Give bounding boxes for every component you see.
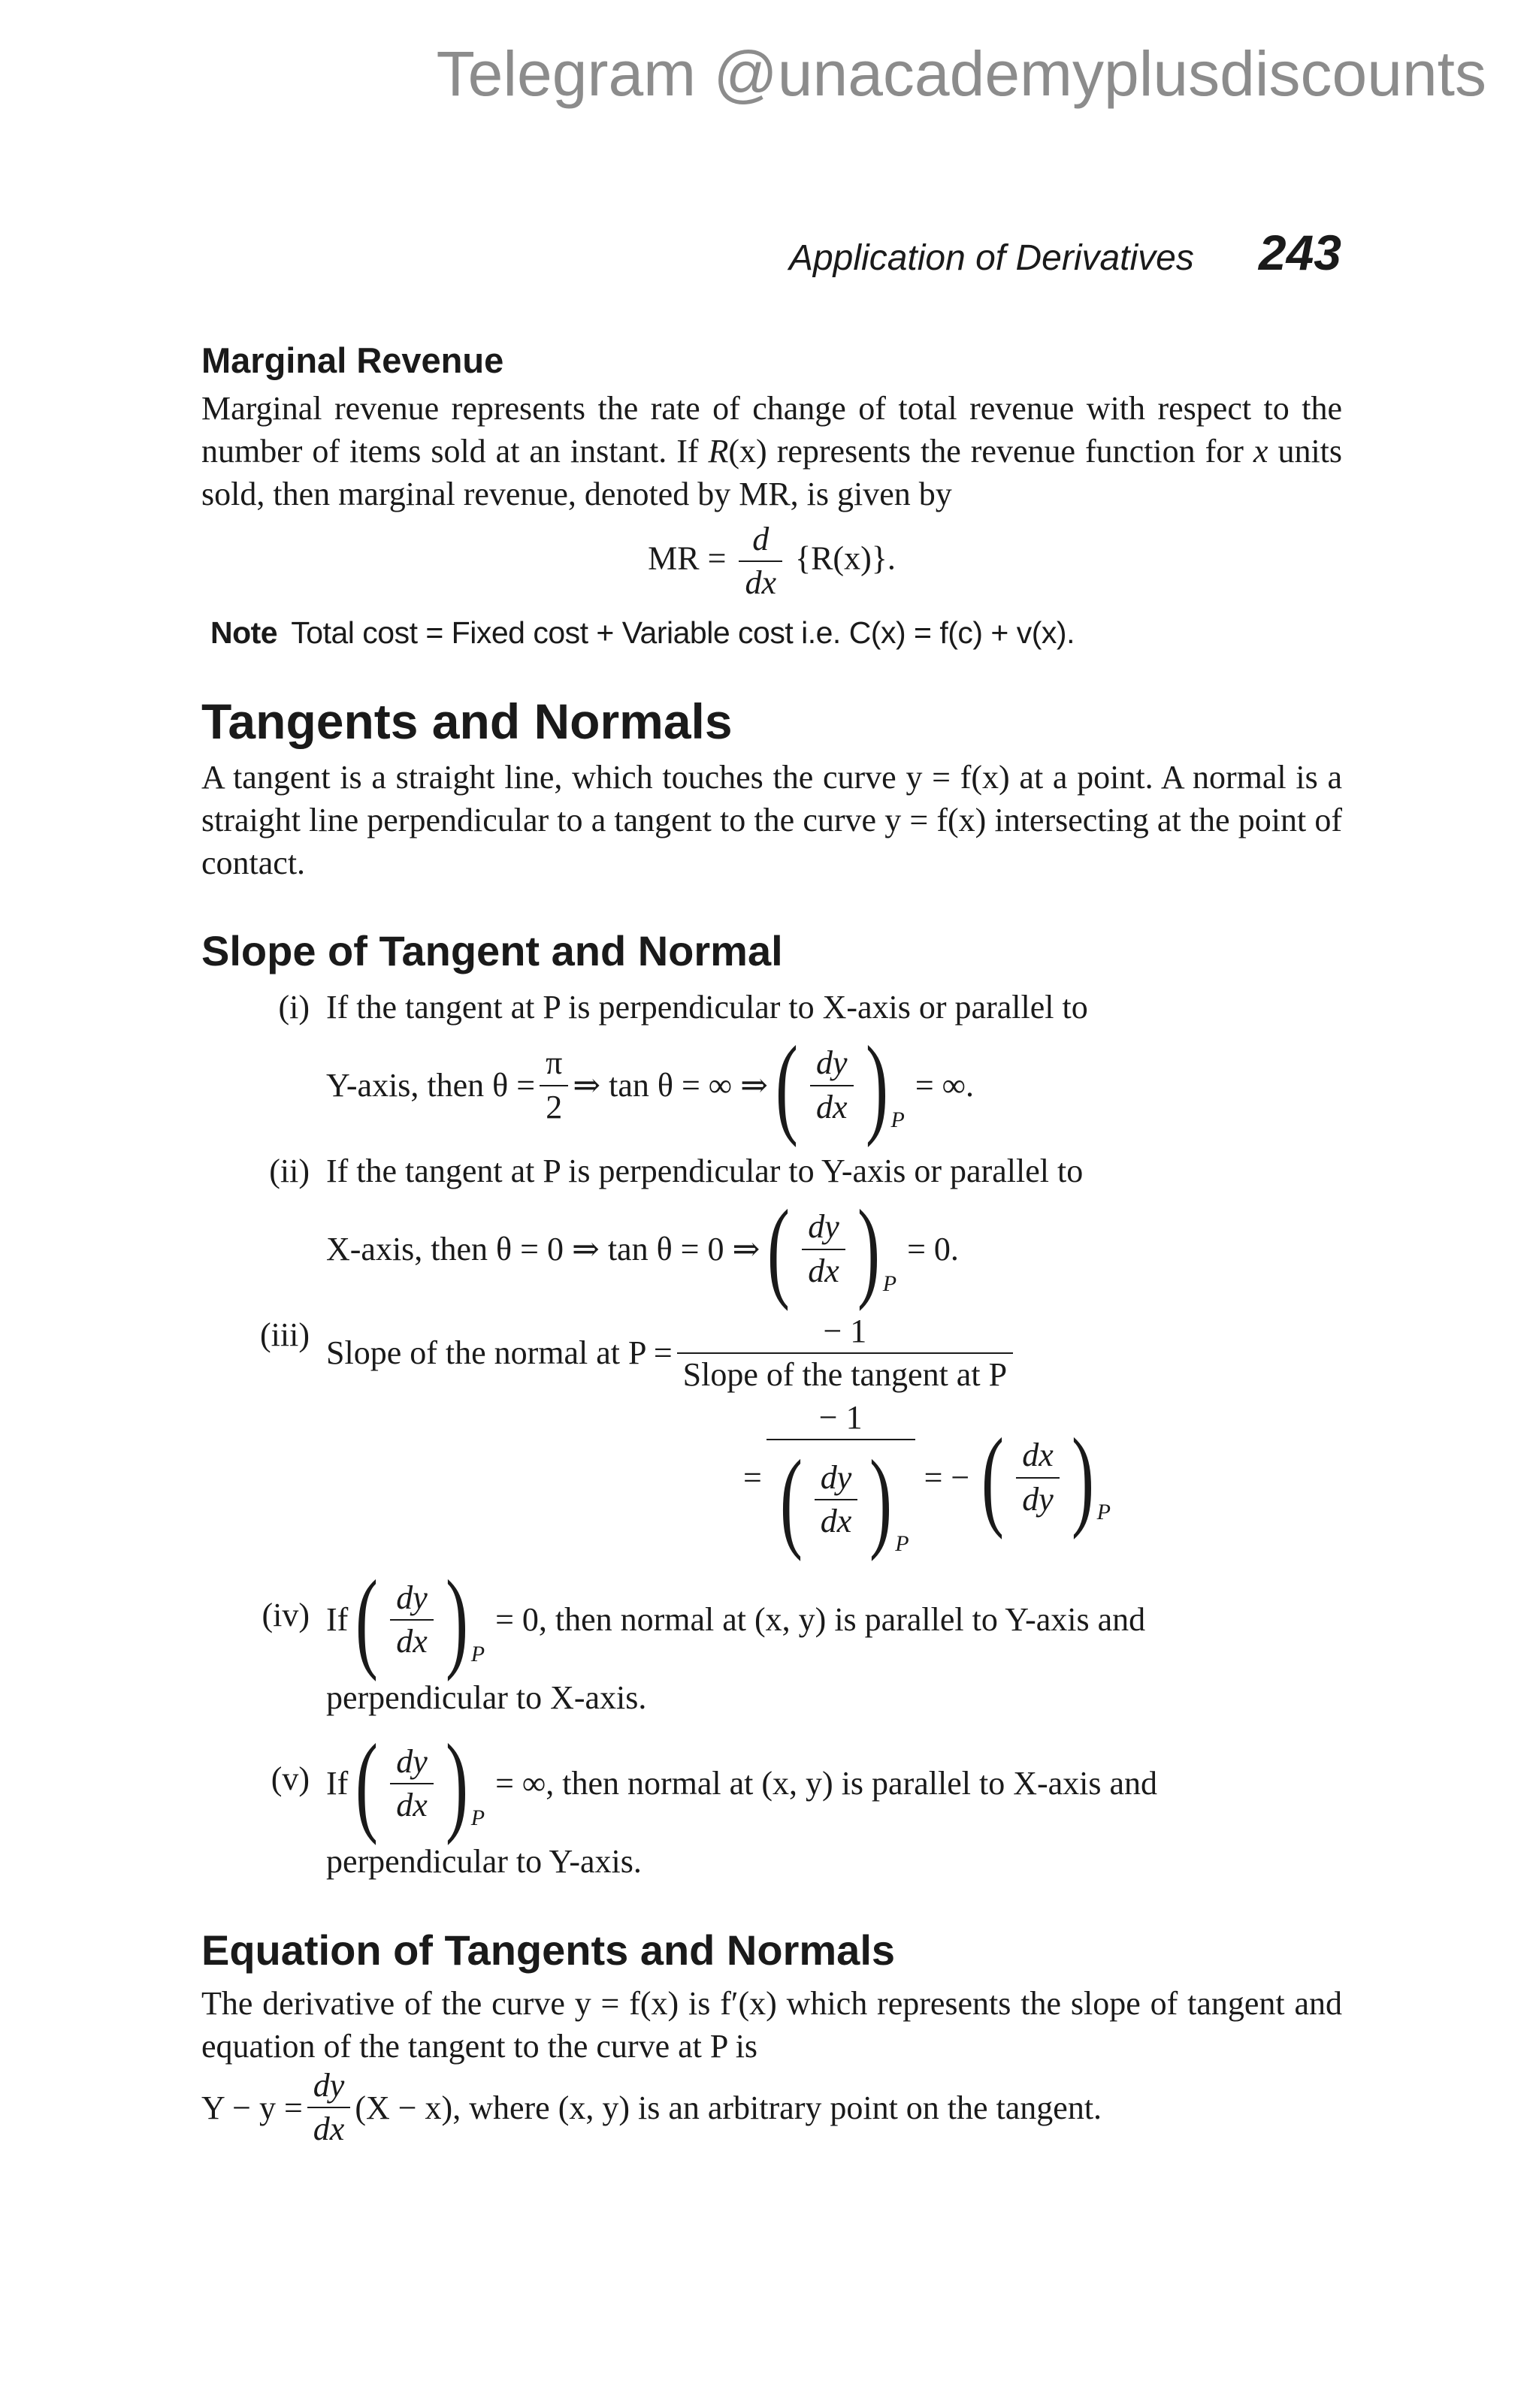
mr-symbol-x: x [1253, 433, 1268, 470]
item-3-text: Slope of the normal at P = [326, 1334, 673, 1372]
frac-num: dy [816, 1044, 848, 1082]
frac-num: − 1 [818, 1398, 863, 1436]
item-2-text-a: X-axis, then θ = 0 ⇒ tan θ = 0 ⇒ [326, 1230, 760, 1267]
frac-den: dx [390, 1783, 434, 1823]
eq-rhs: (X − x), where (x, y) is an arbitrary point on the tangent. [355, 2089, 1102, 2126]
item-1-line-1: If the tangent at P is perpendicular to X-axis or parallel to [326, 988, 1088, 1026]
subscript-p: P [890, 1107, 905, 1132]
item-marker: (v) [271, 1760, 310, 1797]
item-1-text-b: ⇒ tan θ = ∞ ⇒ [573, 1066, 769, 1104]
heading-equation: Equation of Tangents and Normals [201, 1926, 896, 1974]
item-4-line-1 [326, 1557, 1342, 1682]
item-5-if: If [326, 1764, 349, 1802]
dy-dx-at-p: ( $\frac{dy}{dx}$ ) P [355, 1721, 485, 1846]
subscript-p: P [882, 1270, 897, 1296]
subscript-p: P [470, 1641, 485, 1666]
eq-fraction [307, 2068, 351, 2148]
item-5-line-1 [326, 1721, 1342, 1846]
mr-symbol-R: R [708, 433, 729, 470]
item-1-line-2 [326, 1023, 1342, 1148]
frac-num: π [546, 1044, 563, 1082]
note [210, 615, 1342, 651]
item-5-tail: = ∞, then normal at (x, y) is parallel to X-axis and [495, 1764, 1158, 1802]
mr-eq-fraction [739, 521, 782, 602]
neg-one-over-dydx [766, 1398, 915, 1562]
page-number: 243 [1258, 225, 1341, 280]
tangent-equation [201, 2068, 1342, 2148]
item-4-tail: = 0, then normal at (x, y) is parallel to Y-axis and [495, 1600, 1146, 1638]
item-marker: (iii) [260, 1316, 310, 1353]
item-5-line-2: perpendicular to Y-axis. [326, 1842, 642, 1880]
mr-text-1: Marginal revenue represents the rate of change of total revenue with respect to the number of items sold at an instant. If [201, 390, 1342, 470]
equation-paragraph: The derivative of the curve y = f(x) is f′(x) which represents the slope of tangent and equation of the tangent to the curve at P is [201, 1984, 1342, 2065]
page-content [201, 340, 1342, 2148]
item-1-text-a: Y-axis, then θ = [326, 1066, 536, 1104]
frac-den: 2 [540, 1085, 568, 1125]
subscript-p: P [1096, 1499, 1111, 1524]
item-marker: (i) [278, 988, 310, 1026]
frac-num: − 1 [823, 1312, 867, 1349]
chapter-title: Application of Derivatives [788, 238, 1194, 278]
slope-item-5 [201, 1721, 1342, 1884]
heading-slope: Slope of Tangent and Normal [201, 926, 783, 974]
item-2-line-2 [326, 1186, 1342, 1312]
mr-text-3: units sold, then marginal revenue, denoted by MR, is given by [201, 433, 1343, 512]
frac-den: dy [1016, 1477, 1060, 1518]
marginal-revenue-paragraph [201, 387, 1342, 515]
item-marker: (iv) [262, 1596, 310, 1633]
subscript-p: P [895, 1530, 909, 1556]
frac-num: dx [1022, 1437, 1054, 1474]
dy-dx-at-p: ( $\frac{dy}{dx}$ ) P [779, 1437, 909, 1562]
slope-item-3 [201, 1312, 1342, 1562]
heading-tangents-normals: Tangents and Normals [201, 693, 733, 749]
item-4-if: If [326, 1600, 349, 1638]
dy-dx-at-p: ( $\frac{dy}{dx}$ ) P [355, 1557, 485, 1682]
item-marker: (ii) [269, 1152, 310, 1189]
mr-eq-den: dx [739, 560, 782, 601]
dx-dy-at-p: ( $\frac{dx}{dy}$ ) P [981, 1415, 1111, 1540]
pi-over-2-fraction [540, 1045, 568, 1125]
frac-den: Slope of the tangent at P [677, 1352, 1013, 1393]
eq-lhs: Y − y = [201, 2089, 303, 2126]
mr-eq-lhs: MR = [648, 539, 727, 577]
item-2-text-c: = 0. [907, 1230, 959, 1267]
item-4-line-2: perpendicular to X-axis. [326, 1678, 647, 1716]
frac-den: dx [815, 1499, 858, 1539]
mr-eq-num: d [752, 521, 770, 557]
dy-dx-at-p: ( $\frac{dy}{dx}$ ) P [776, 1023, 905, 1148]
item-3-line-1 [326, 1313, 1342, 1394]
frac-num: dy [396, 1579, 428, 1616]
item-2-line-1: If the tangent at P is perpendicular to Y-axis or parallel to [326, 1152, 1084, 1189]
mr-equation [201, 521, 1342, 602]
item-3-eq-mid: = − [924, 1458, 970, 1496]
frac-den: dx [307, 2107, 351, 2147]
slope-list [201, 986, 1342, 1884]
mr-text-2: represents the revenue function for [776, 433, 1244, 470]
frac-num: dy [313, 2066, 345, 2104]
frac-den: dx [390, 1619, 434, 1660]
heading-marginal-revenue: Marginal Revenue [201, 340, 504, 380]
normal-slope-fraction [677, 1313, 1013, 1394]
slope-item-2 [201, 1150, 1342, 1312]
mr-symbol-x-paren: (x) [728, 433, 767, 470]
watermark: Telegram @unacademyplusdiscounts [436, 38, 1486, 109]
dy-dx-at-p: ( $\frac{dy}{dx}$ ) P [767, 1186, 897, 1312]
running-head [789, 224, 1341, 281]
note-label: Note [210, 615, 278, 650]
tangents-paragraph: A tangent is a straight line, which touches the curve y = f(x) at a point. A normal is a straight line perpendicular to a tangent to the curve y = f(x) intersecting at the point of contact. [201, 758, 1342, 881]
frac-num: dy [808, 1208, 839, 1246]
item-3-line-2 [743, 1398, 1342, 1562]
frac-num: dy [396, 1742, 428, 1780]
slope-item-4 [201, 1557, 1342, 1720]
slope-item-1 [201, 986, 1342, 1148]
item-1-text-c: = ∞. [915, 1066, 974, 1104]
mr-eq-rhs: {R(x)}. [794, 539, 896, 577]
item-3-eq-lead: = [743, 1458, 762, 1496]
frac-num: dy [820, 1458, 852, 1496]
subscript-p: P [470, 1805, 485, 1830]
frac-den: dx [802, 1249, 845, 1289]
note-text: Total cost = Fixed cost + Variable cost i.e. C(x) = f(c) + v(x). [291, 615, 1075, 650]
frac-den: dx [810, 1085, 854, 1125]
